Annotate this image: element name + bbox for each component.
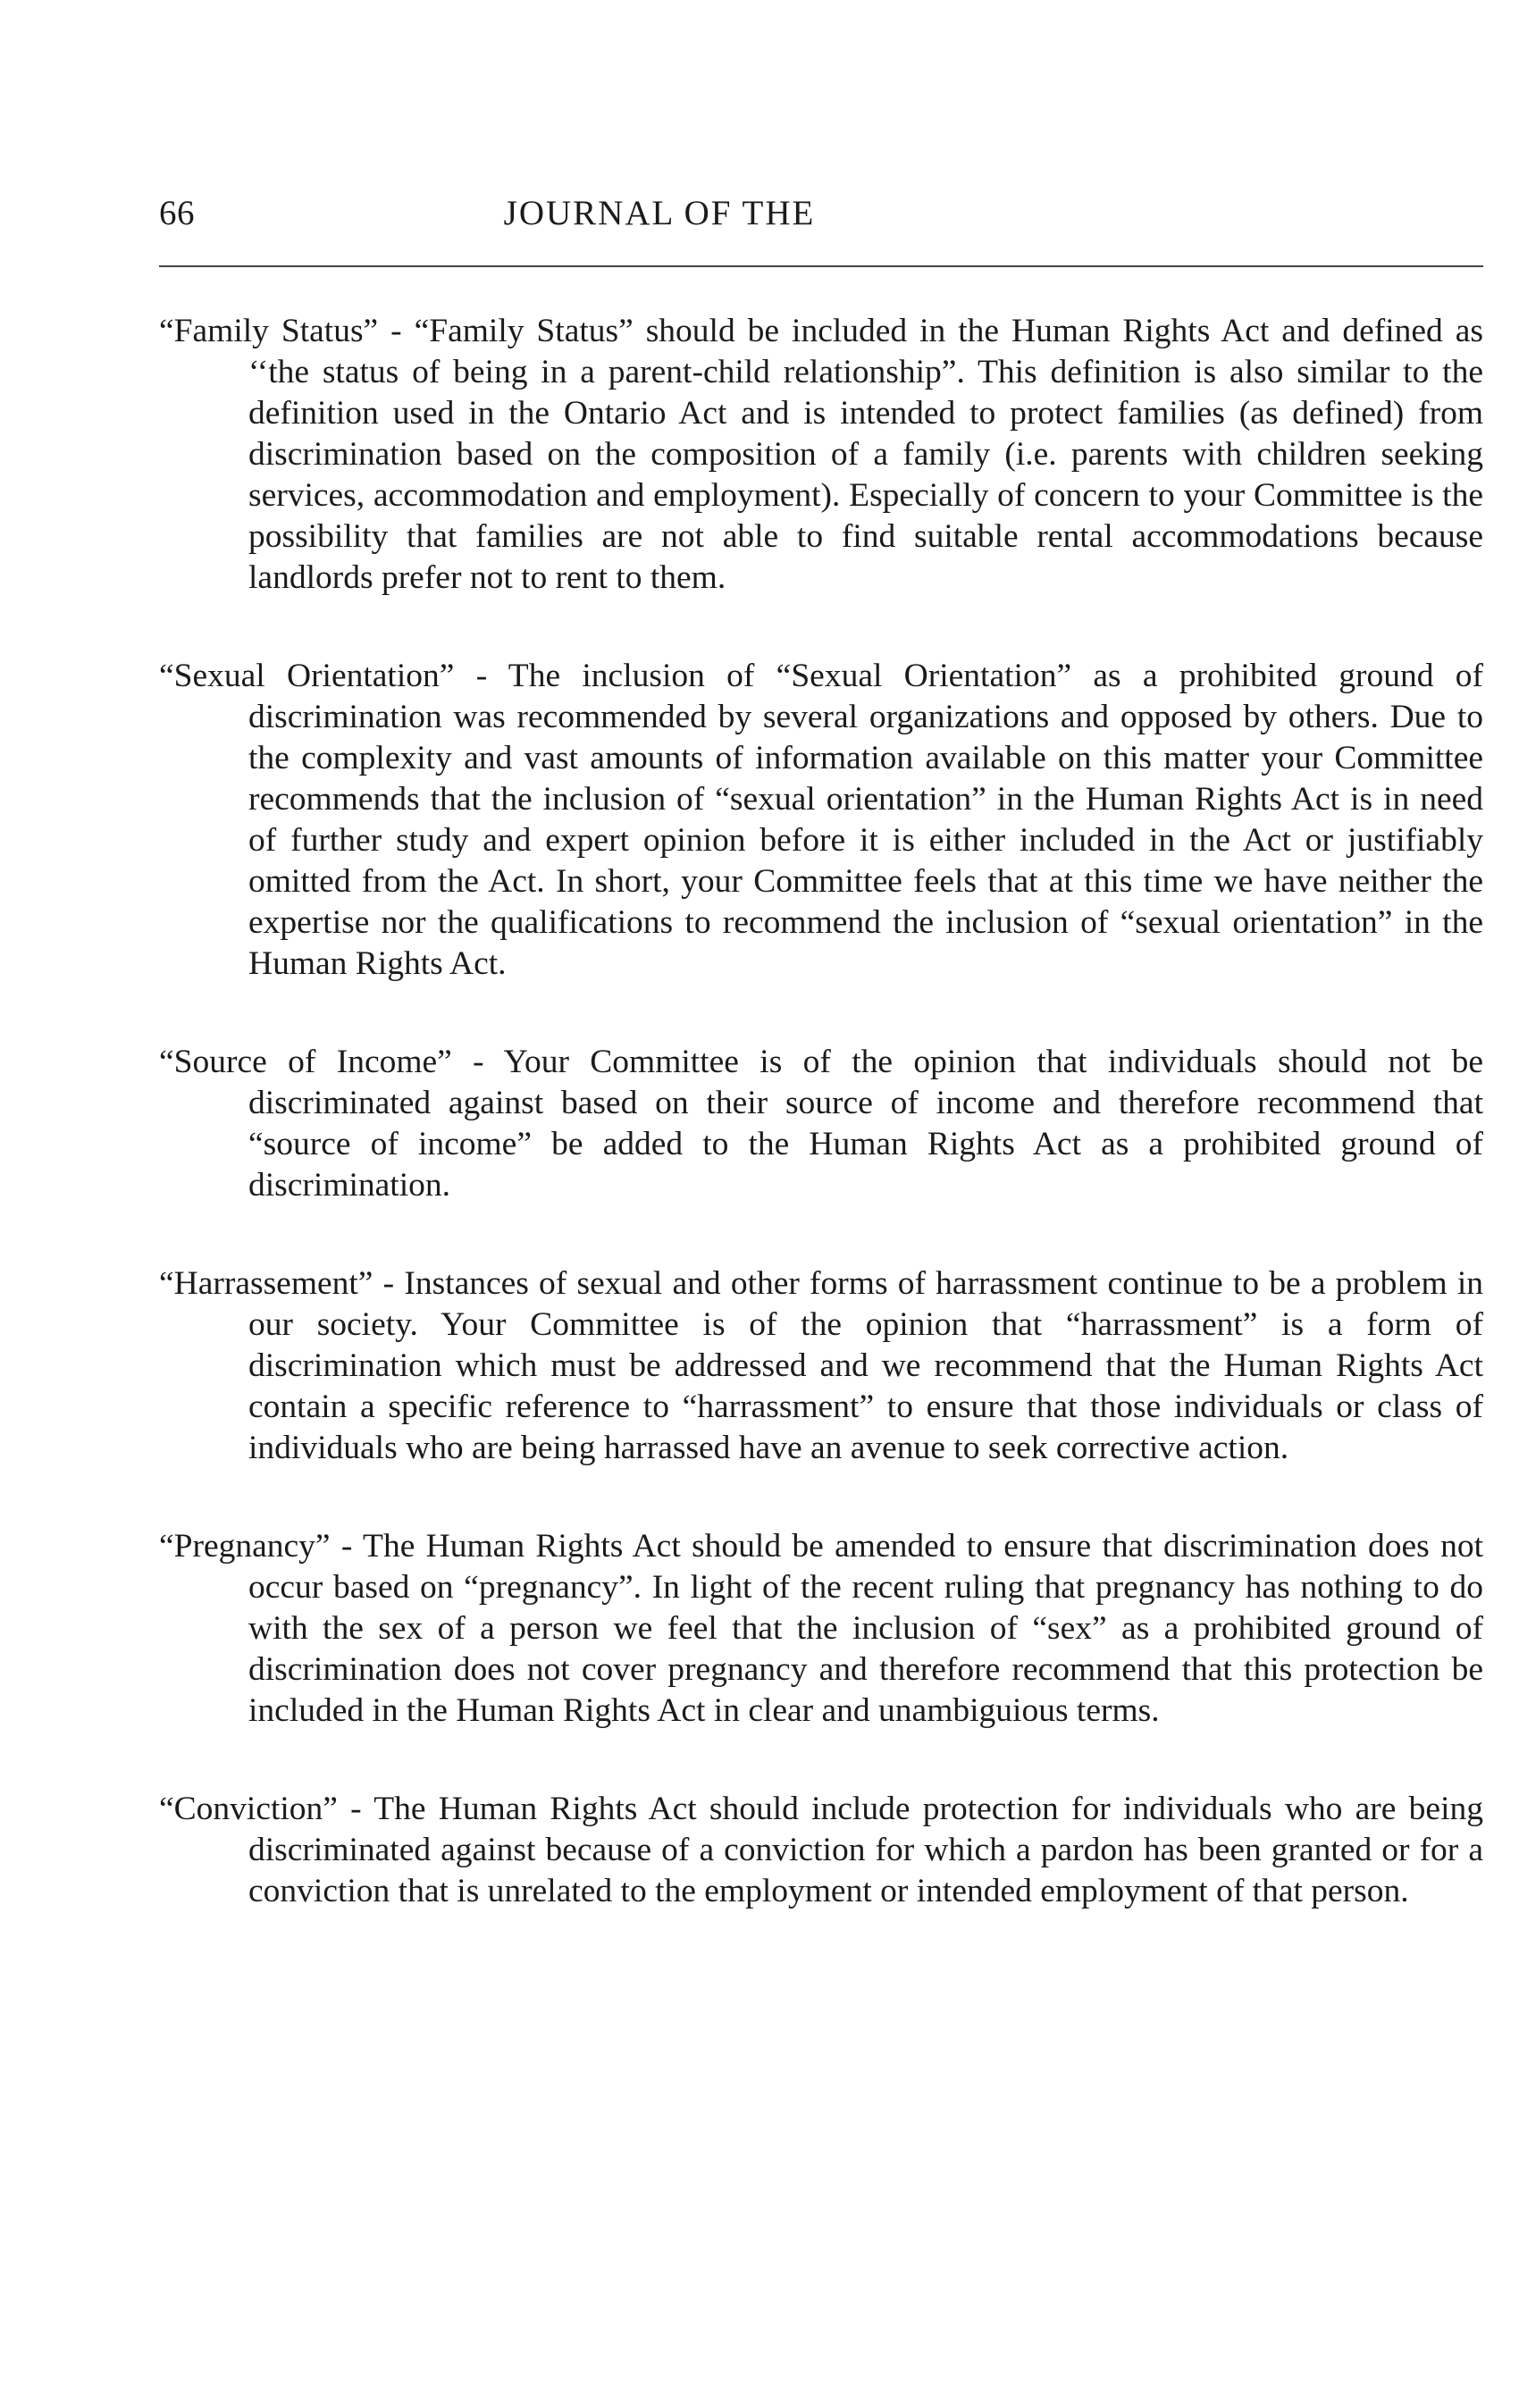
entry-term: “Source of Income” [159,1044,452,1080]
entry-text: - The Human Rights Act should include protection for individuals who are being discriminated against because of a conviction for which a pardon has been granted or for a conviction that is unrelated to the employment or intended employment of that person. [248,1791,1483,1909]
entry-term: “Harrassement” [159,1265,373,1302]
entry-sexual-orientation [159,656,1483,985]
entry-term: “Family Status” [159,313,379,349]
header-divider [159,265,1483,267]
entry-text: - “Family Status” should be included in the Human Rights Act and defined as ‘‘the status of being in a parent-child relationship”. This definition is also similar to the definition used in the Ontario Act and is intended to protect families (as defined) from discrimination based on the composition of a family (i.e. parents with children seeking services, accommodation and employment). Especially of concern to your Committee is the possibility that families are not able to find suitable rental accommodations because landlords prefer not to rent to them. [248,313,1483,596]
page-number: 66 [159,194,195,232]
entry-pregnancy [159,1526,1483,1732]
entry-harrassement [159,1263,1483,1469]
entry-family-status [159,311,1483,599]
entry-term: “Sexual Orientation” [159,658,455,694]
entry-term: “Conviction” [159,1791,338,1827]
entry-text: - The Human Rights Act should be amended to ensure that discrimination does not occur based on “pregnancy”. In light of the recent ruling that pregnancy has nothing to do with the sex of a person we feel that the inclusion of “sex” as a prohibited ground of discrimination does not cover pregnancy and therefore recommend that this protection be included in the Human Rights Act in clear and unambiguious terms. [248,1528,1483,1729]
entry-source-of-income [159,1042,1483,1206]
running-title: JOURNAL OF THE [503,194,816,232]
entry-text: - Your Committee is of the opinion that individuals should not be discriminated against based on their source of income and therefore recommend that “source of income” be added to the Human Rights Act as a prohibited ground of discrimination. [248,1044,1483,1204]
page-body [159,311,1483,1969]
entry-text: - Instances of sexual and other forms of harrassment continue to be a problem in our society. Your Committee is of the opinion that “harrassment” is a form of discrimination which must be addressed and we recommend that the Human Rights Act contain a specific reference to “harrassment” to ensure that those individuals or class of individuals who are being harrassed have an avenue to seek corrective action. [248,1265,1483,1466]
entry-conviction [159,1789,1483,1912]
page-header [159,191,1481,241]
entry-term: “Pregnancy” [159,1528,331,1565]
entry-text: - The inclusion of “Sexual Orientation” as a prohibited ground of discrimination was recommended by several organizations and opposed by others. Due to the complexity and vast amounts of information available on this matter your Committee recommends that the inclusion of “sexual orientation” in the Human Rights Act is in need of further study and expert opinion before it is either included in the Act or justifiably omitted from the Act. In short, your Committee feels that at this time we have neither the expertise nor the qualifications to recommend the inclusion of “sexual orientation” in the Human Rights Act. [248,658,1483,982]
